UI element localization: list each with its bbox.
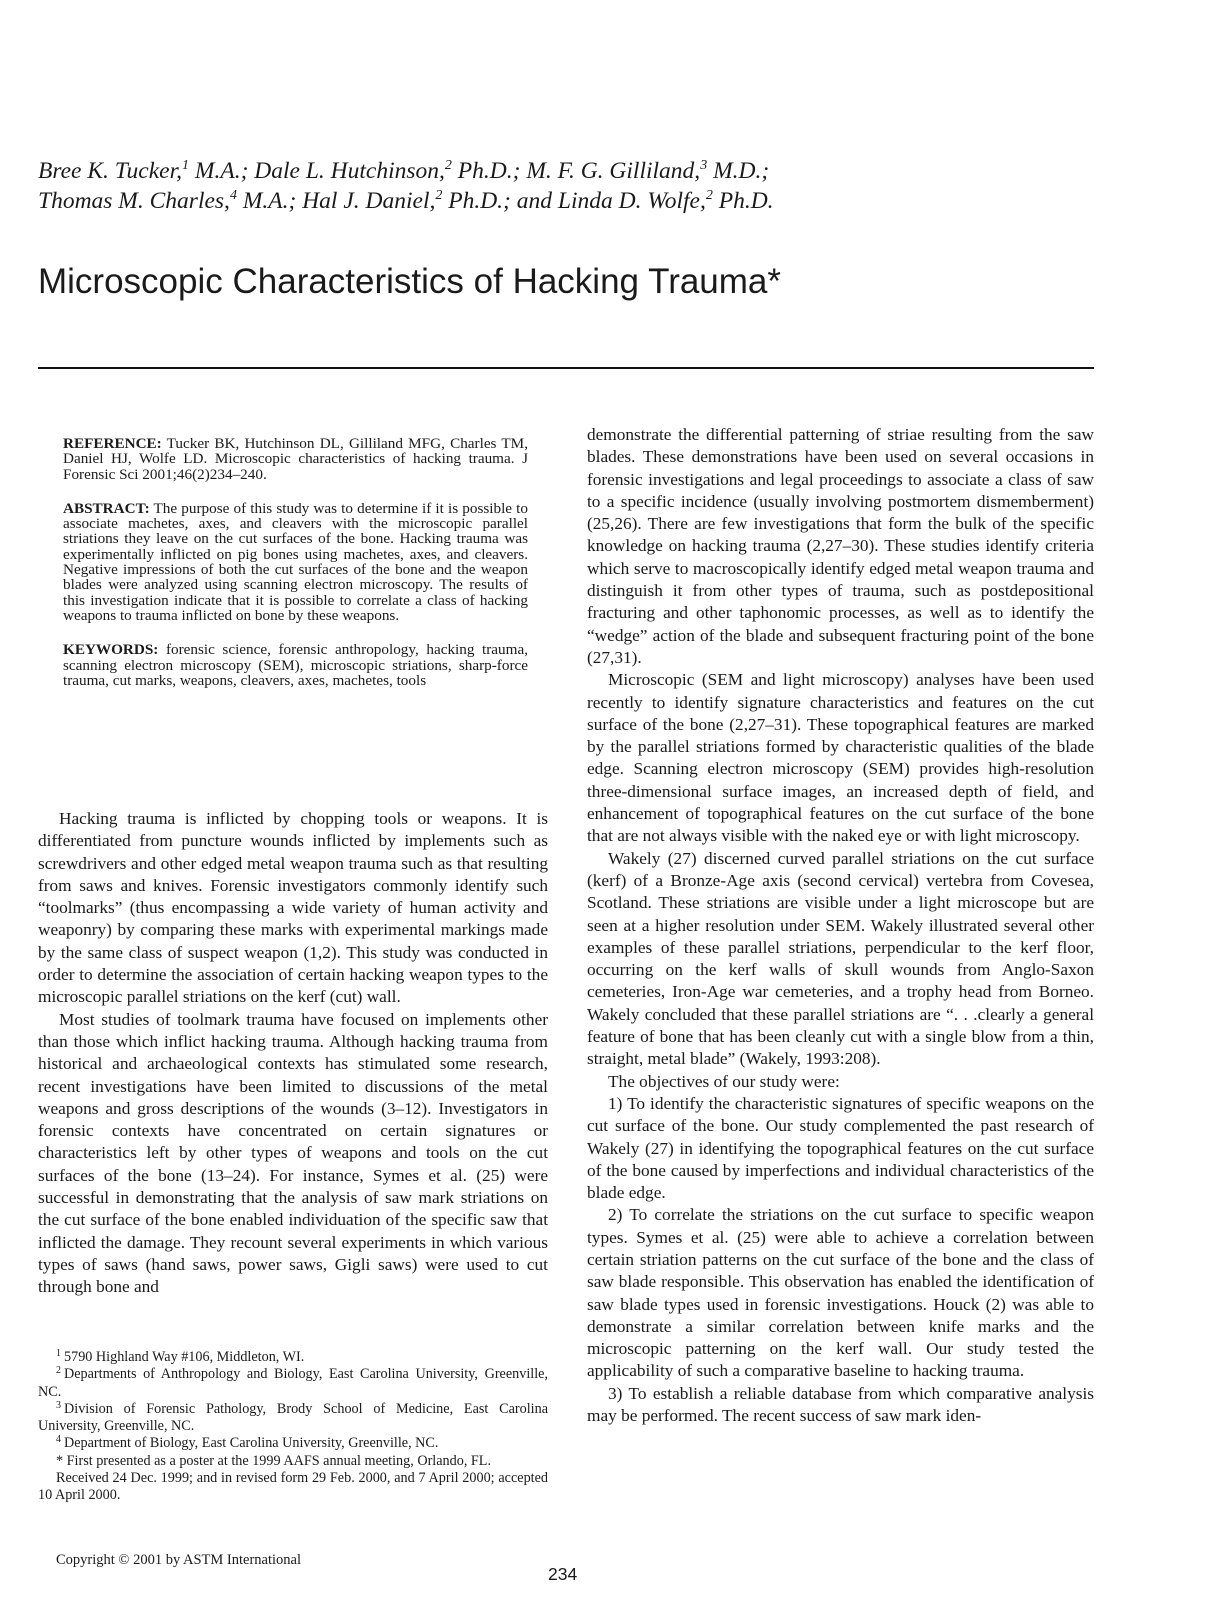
author-affiliation-mark: 3 xyxy=(700,158,708,173)
footnote-text: Received 24 Dec. 1999; and in revised form 29 Feb. 2000, and 7 April 2000; accepted 10 April 2000. xyxy=(38,1470,548,1504)
reference-label: REFERENCE: xyxy=(63,435,162,452)
author-degree: M.A.; xyxy=(236,188,303,214)
body-paragraph: Wakely (27) discerned curved parallel striations on the cut surface (kerf) of a Bronze-Age axis (second cervical) vertebra from Covesea, Scotland. These striations are visible under a light microscope but are seen at a higher resolution under SEM. Wakely illustrated several other examples of these parallel striations, perpendicular to the kerf floor, occurring on the kerf walls of skull wounds from Anglo-Saxon cemeteries, Iron-Age war cemeteries, and a trophy head from Borneo. Wakely concluded that these parallel striations are “. . .clearly a general feature of bone that has been cleanly cut with a single blow from a thin, straight, metal blade” (Wakely, 1993:208). xyxy=(587,848,1094,1069)
footnote-text: Department of Biology, East Carolina University, Greenville, NC. xyxy=(64,1435,439,1452)
author-name: M. F. G. Gilliland, xyxy=(526,158,701,184)
author-degree: Ph.D.; xyxy=(442,188,517,214)
body-paragraph: Most studies of toolmark trauma have focused on implements other than those which inflict hacking trauma. Although hacking trauma from historical and archaeological contexts has stimulated some research, recent investigations have been limited to discussions of the metal weapons and gross descriptions of the wounds (3–12). Investigators in forensic contexts have concentrated on certain signatures or characteristics left by other types of weapons and tools on the cut surfaces of the bone (13–24). For instance, Symes et al. (25) were successful in demonstrating that the analysis of saw mark striations on the cut surface of the bone enabled individuation of the specific saw that inflicted the damage. They recount several experiments in which various types of saws (hand saws, power saws, Gigli saws) were used to cut through bone and xyxy=(38,1009,548,1297)
title-divider xyxy=(38,367,1094,369)
body-paragraph: demonstrate the differential patterning of striae resulting from the saw blades. These demonstrations have been used on several occasions in forensic investigations and legal proceedings to associate a class of saw to a specific incidence (usually involving postmortem dismemberment) (25,26). There are few investigations that form the bulk of the specific knowledge on hacking trauma (2,27–30). These studies identify criteria which serve to macroscopically identify edged metal weapon trauma and distinguish it from other types of trauma, such as postdepositional fracturing and other taphonomic processes, as well as to identify the “wedge” action of the blade and subsequent fracturing point of the bone (27,31). xyxy=(587,425,1094,667)
footnote-mark: 1 xyxy=(56,1348,61,1359)
footnote-mark: 2 xyxy=(56,1365,61,1377)
body-paragraph: The objectives of our study were: xyxy=(608,1071,840,1091)
author-name: Bree K. Tucker, xyxy=(38,158,183,184)
author-affiliation-mark: 2 xyxy=(435,188,443,203)
author-degree: Ph.D.; xyxy=(451,158,527,184)
author-affiliation-mark: 4 xyxy=(229,188,237,203)
footnote-mark: 4 xyxy=(56,1434,61,1446)
footnote xyxy=(38,1470,548,1505)
author-degree: M.A.; xyxy=(189,158,255,184)
body-paragraph: Hacking trauma is inflicted by chopping tools or weapons. It is differentiated from puncture wounds inflicted by implements such as screwdrivers and other edged metal weapon trauma such as that resulting from saws and knives. Forensic investigators commonly identify such “toolmarks” (thus encompassing a wide variety of human activity and weaponry) by comparing these marks with experimental markings made by the same class of suspect weapon (1,2). This study was conducted in order to determine the association of certain hacking weapon types to the microscopic parallel striations on the kerf (cut) wall. xyxy=(38,809,548,1007)
reference-block xyxy=(63,436,528,482)
body-paragraph: 2) To correlate the striations on the cut surface to specific weapon types. Symes et al. (25) were able to achieve a correlation between certain striation patterns on the cut surface of the bone and the class of saw blade responsible. This observation has enabled the identification of saw blade types used in forensic investigations. Houck (2) was able to demonstrate a similar correlation between knife marks and the microscopic patterning on the kerf wall. Our study tested the applicability of such a comparative baseline to hacking trauma. xyxy=(587,1205,1094,1381)
footnote xyxy=(38,1435,548,1452)
author-name: Thomas M. Charles, xyxy=(38,188,230,214)
page-number: 234 xyxy=(548,1564,578,1584)
body-paragraph: Microscopic (SEM and light microscopy) analyses have been used recently to identify signature characteristics and features on the cut surface of the bone (2,27–31). These topographical features are marked by the parallel striations formed by characteristic qualities of the blade edge. Scanning electron microscopy (SEM) provides high-resolution three-dimensional surface images, an increased depth of field, and enhancement of topographical features on the cut surface of the bone that are not always visible with the naked eye or with light microscopy. xyxy=(587,670,1094,846)
front-matter xyxy=(63,436,528,707)
abstract-text: The purpose of this study was to determine if it is possible to associate machetes, axes, and cleavers with the microscopic parallel striations they leave on the cut surfaces of the bone. Hacking trauma was experimentally inflicted on pig bones using machetes, axes, and cleavers. Negative impressions of both the cut surfaces of the bone and the weapon blades were analyzed using scanning electron microscopy. The results of this investigation indicate that it is possible to correlate a class of hacking weapons to trauma inflicted on bone by these weapons. xyxy=(63,499,528,624)
footnote xyxy=(38,1401,548,1436)
footnote xyxy=(38,1349,548,1366)
keywords-block xyxy=(63,642,528,688)
author-affiliation-mark: 1 xyxy=(182,158,190,173)
body-paragraph: 3) To establish a reliable database from which comparative analysis may be performed. The recent success of saw mark iden- xyxy=(587,1383,1094,1426)
author-line-1 xyxy=(38,156,1138,186)
author-affiliation-mark: 2 xyxy=(444,158,452,173)
footnote xyxy=(38,1453,548,1470)
footnote-text: Departments of Anthropology and Biology, East Carolina University, Greenville, NC. xyxy=(38,1366,548,1400)
abstract-label: ABSTRACT: xyxy=(63,499,150,517)
footnote-text: 5790 Highland Way #106, Middleton, WI. xyxy=(64,1349,305,1365)
copyright-notice: Copyright © 2001 by ASTM International xyxy=(56,1552,302,1568)
keywords-label: KEYWORDS: xyxy=(63,641,159,659)
keywords-text: forensic science, forensic anthropology, hacking trauma, scanning electron microscopy (SEM), microscopic striations, sharp-force trauma, cut marks, weapons, cleavers, axes, machetes, tools xyxy=(63,641,528,689)
left-column-body xyxy=(38,808,548,1299)
body-paragraph: 1) To identify the characteristic signatures of specific weapons on the cut surface of the bone. Our study complemented the past research of Wakely (27) in identifying the topographical features on the cut surface of the bone caused by imperfections and individual characteristics of the blade edge. xyxy=(587,1093,1094,1203)
author-name: Dale L. Hutchinson, xyxy=(254,158,445,184)
abstract-block xyxy=(63,501,528,623)
author-affiliation-mark: 2 xyxy=(705,188,713,203)
footnote xyxy=(38,1366,548,1401)
author-degree: Ph.D. xyxy=(712,188,774,214)
author-degree: M.D.; xyxy=(707,158,770,184)
author-name: Hal J. Daniel, xyxy=(302,188,436,214)
footnotes xyxy=(38,1349,548,1505)
right-column-body xyxy=(587,424,1094,1427)
author-name: and Linda D. Wolfe, xyxy=(516,188,706,214)
author-line-2 xyxy=(38,186,1138,216)
footnote-mark: 3 xyxy=(56,1399,61,1411)
paper-title: Microscopic Characteristics of Hacking Trauma* xyxy=(38,262,782,301)
reference-text: Tucker BK, Hutchinson DL, Gilliland MFG, Charles TM, Daniel HJ, Wolfe LD. Microscopic characteristics of hacking trauma. J Forensic Sci 2001;46(2)234–240. xyxy=(63,435,528,483)
footnote-text: * First presented as a poster at the 1999 AAFS annual meeting, Orlando, FL. xyxy=(56,1452,492,1469)
author-list xyxy=(38,156,1138,216)
footnote-text: Division of Forensic Pathology, Brody School of Medicine, East Carolina University, Greenville, NC. xyxy=(38,1400,548,1435)
